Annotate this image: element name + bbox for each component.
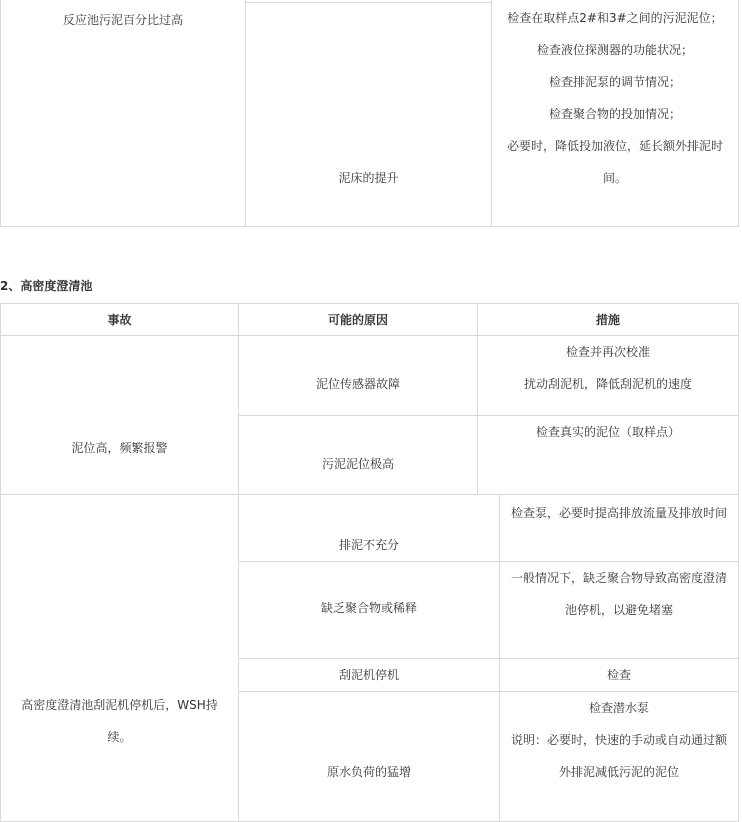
table1-issue-cell <box>1 4 245 36</box>
table1-issue-text: 反应池污泥百分比过高 <box>62 13 183 27</box>
group1-issue: 泥位高，频繁报警 <box>71 441 168 455</box>
table1-measure-line: 检查聚合物的投加情况； <box>548 107 681 121</box>
header-incident: 事故 <box>107 313 132 327</box>
group2-cause-2: 缺乏聚合物或稀释 <box>320 601 417 615</box>
table1-measure-line: 检查液位探测器的功能状况； <box>536 43 693 57</box>
group2-measures-4: 检查潜水泵 说明：必要时，快速的手动或自动通过额 外排泥减低污泥的泥位 <box>510 701 727 779</box>
table1-cause-cell <box>246 162 491 194</box>
table1-measures-cell <box>492 2 738 194</box>
table1-cause-text: 泥床的提升 <box>338 171 399 185</box>
table1-measure-line: 检查在取样点2#和3#之间的污泥泥位； <box>507 11 723 25</box>
group1-cause-1: 泥位传感器故障 <box>315 377 400 391</box>
table1-measure-line: 必要时，降低投加液位，延长额外排泥时 <box>506 139 723 153</box>
table1-measure-line: 间。 <box>602 171 627 185</box>
group2-issue: 高密度澄清池刮泥机停机后，WSH持 续。 <box>21 698 218 744</box>
group2-measures-1: 检查泵，必要时提高排放流量及排放时间 <box>510 506 727 520</box>
group2-cause-1: 排泥不充分 <box>338 538 399 552</box>
group1-cause-2: 污泥泥位极高 <box>321 457 394 471</box>
group1-measures-1: 检查并再次校准 扰动刮泥机，降低刮泥机的速度 <box>523 345 692 391</box>
group2-cause-3: 刮泥机停机 <box>338 668 399 682</box>
header-measures: 措施 <box>595 313 620 327</box>
group2-cause-4: 原水负荷的猛增 <box>326 765 411 779</box>
section-heading: 2、高密度澄清池 <box>0 279 93 293</box>
group2-measures-3: 检查 <box>606 668 631 682</box>
group2-measures-2: 一般情况下，缺乏聚合物导致高密度澄清 池停机，以避免堵塞 <box>510 571 727 617</box>
table1-measure-line: 检查排泥泵的调节情况； <box>548 75 681 89</box>
group1-measures-2: 检查真实的泥位（取样点） <box>535 425 680 439</box>
header-possible-cause: 可能的原因 <box>327 313 388 327</box>
